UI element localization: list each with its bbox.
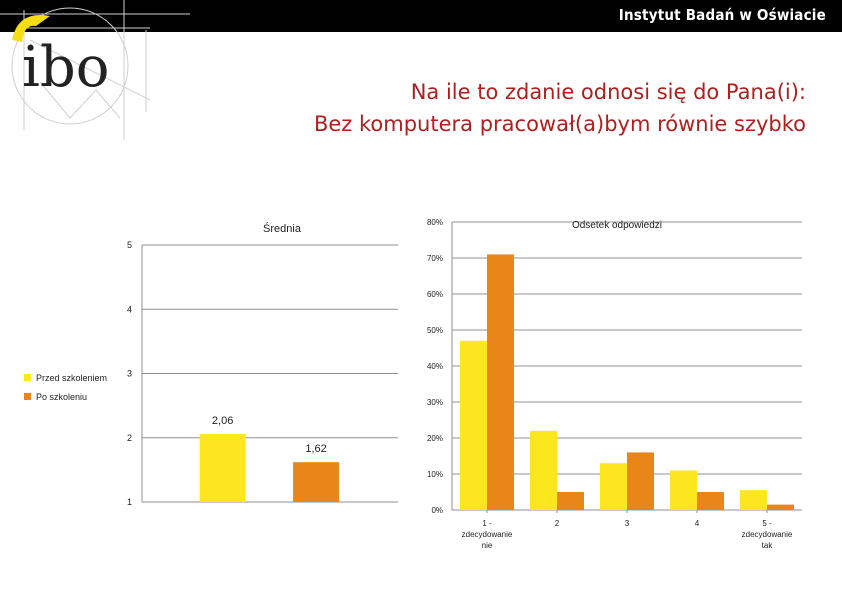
- logo-text: ibo: [22, 35, 110, 100]
- y-tick-label-dist: 80%: [426, 218, 443, 227]
- x-tick-label-dist: zdecydowanie: [741, 530, 793, 539]
- y-tick-label-dist: 30%: [426, 398, 443, 407]
- y-tick-label-dist: 60%: [426, 290, 443, 299]
- bar-dist-after-1: [487, 254, 514, 510]
- y-tick-label-avg: 2: [126, 432, 132, 443]
- bar-dist-before-3: [600, 463, 627, 510]
- x-tick-label-dist: 5 -: [762, 519, 772, 528]
- bar-dist-before-1: [460, 341, 487, 510]
- y-tick-label-dist: 40%: [426, 362, 443, 371]
- legend-label-after: Po szkoleniu: [36, 391, 88, 402]
- x-tick-label-dist: 1 -: [482, 519, 492, 528]
- bar-dist-after-2: [557, 492, 584, 510]
- y-tick-label-avg: 3: [126, 368, 132, 379]
- institute-name: Instytut Badań w Oświacie: [618, 6, 826, 24]
- data-label-avg: 1,62: [305, 443, 327, 456]
- y-tick-label-dist: 70%: [426, 254, 443, 263]
- y-tick-label-avg: 1: [126, 497, 132, 507]
- legend-label-before: Przed szkoleniem: [36, 372, 108, 383]
- bar-dist-before-4: [670, 470, 697, 510]
- y-tick-label-dist: 50%: [426, 326, 443, 335]
- x-tick-label-dist: 2: [554, 519, 560, 528]
- bar-dist-after-3: [627, 452, 654, 510]
- x-tick-label-dist: nie: [481, 541, 493, 550]
- y-tick-label-avg: 5: [126, 240, 132, 250]
- chart-title-avg: Średnia: [263, 223, 301, 235]
- bar-dist-before-2: [530, 431, 557, 510]
- x-tick-label-dist: tak: [761, 541, 773, 550]
- bar-dist-after-4: [697, 492, 724, 510]
- y-tick-label-avg: 4: [126, 304, 132, 315]
- x-tick-label-dist: 4: [694, 519, 700, 528]
- x-tick-label-dist: 3: [624, 519, 630, 528]
- title-line-2: Bez komputera pracował(a)bym równie szybko: [313, 112, 806, 136]
- chart-title-dist: Odsetek odpowiedzi: [571, 220, 663, 231]
- bar-dist-after-5: [767, 505, 794, 510]
- y-tick-label-dist: 10%: [426, 470, 443, 479]
- bar-dist-before-5: [740, 490, 767, 510]
- y-tick-label-dist: 0%: [431, 506, 443, 515]
- data-label-avg: 2,06: [211, 414, 234, 427]
- title-line-1: Na ile to zdanie odnosi się do Pana(i):: [410, 80, 806, 104]
- x-tick-label-dist: zdecydowanie: [461, 530, 513, 539]
- y-tick-label-dist: 20%: [426, 434, 443, 443]
